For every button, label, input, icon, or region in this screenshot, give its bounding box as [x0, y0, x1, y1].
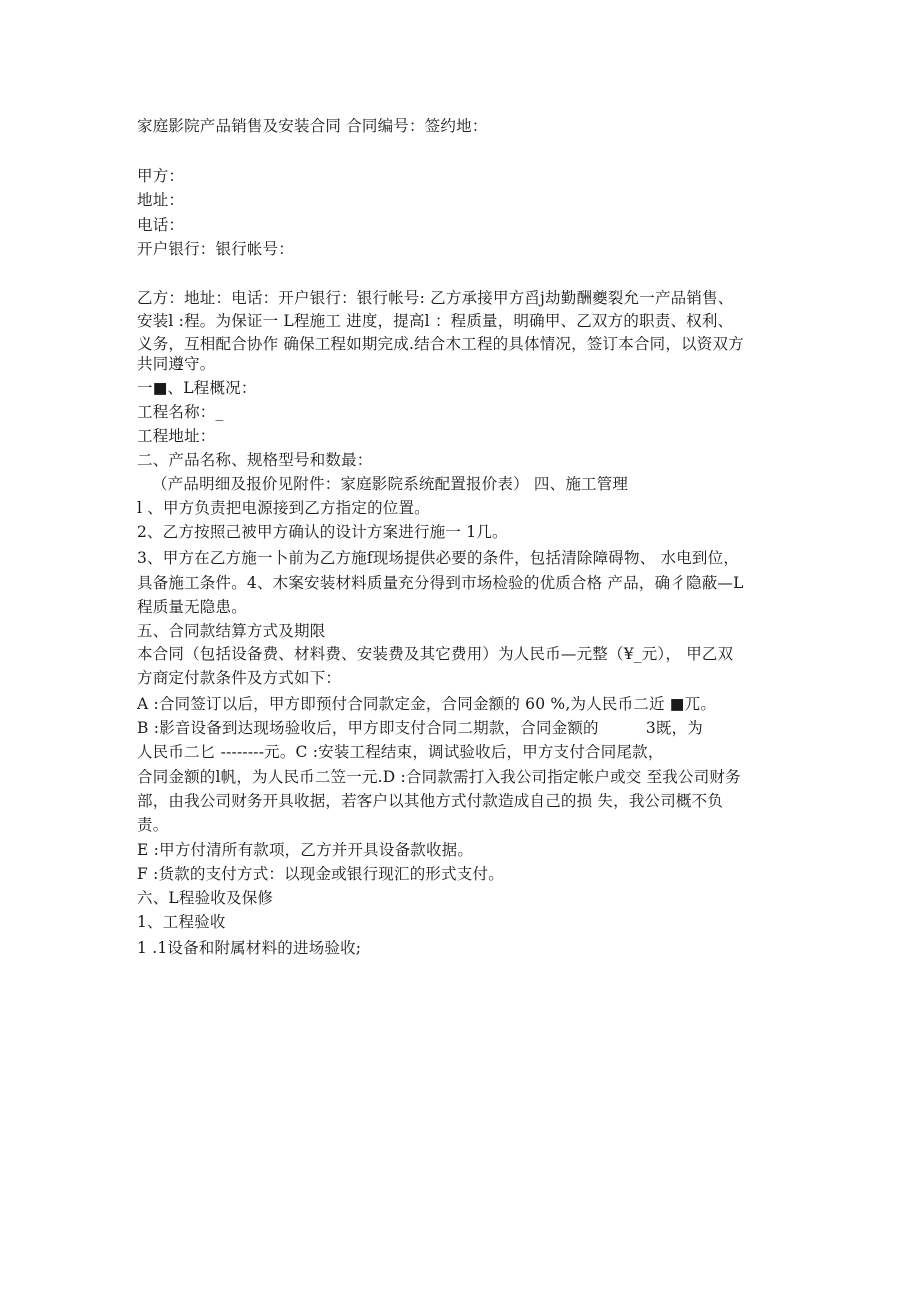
section-2-heading: 二、产品名称、规格型号和数最： — [137, 451, 373, 469]
party-a-phone: 电话： — [137, 216, 185, 234]
payment-clause-b-line-2: 人民币二匕 --------元。C :安装工程结束，调试验收后，甲方支付合同尾款， — [137, 743, 664, 761]
project-address-line: 工程地址： — [137, 427, 216, 445]
payment-clause-f: F :货款的支付方式：以现金或银行现汇的形式支付。 — [137, 865, 504, 883]
management-item-3-line-3: 程质量无隐患。 — [137, 598, 247, 616]
acceptance-subheading: 1、工程验收 — [137, 913, 226, 931]
section-5-heading: 五、合同款结算方式及期限 — [137, 622, 326, 640]
management-item-3-line-2: 具备施工条件。4、木案安装材料质量充分得到市场检验的优质合格 产品，确彳隐蔽—L — [137, 574, 744, 592]
payment-clause-b-line-1: B :影音设备到达现场验收后，甲方即支付合同二期款，合同金额的 3既，为 — [137, 719, 704, 737]
payment-clause-d-line-1: 部，由我公司财务开具收据，若客户以其他方式付款造成自己的损 失，我公司概不负 — [137, 792, 724, 810]
party-a-address: 地址： — [137, 191, 185, 209]
party-b-paragraph-line-2: 安装l :程。为保证一 L程施工 进度，提高l ：程质量，明确甲、乙双方的职责、权利、 — [137, 312, 734, 330]
party-b-paragraph-line-1: 乙方：地址：电话：开户银行：银行帐号: 乙方承接甲方舀j劫勤酬夔裂允一产品销售、 — [137, 289, 734, 307]
party-a-bank: 开户银行：银行帐号： — [137, 240, 295, 258]
section-1-heading: 一■、L程概况： — [137, 379, 257, 397]
document-title-line: 家庭影院产品销售及安装合同 合同编号：签约地： — [137, 117, 488, 135]
section-6-heading: 六、L程验收及保修 — [137, 889, 274, 907]
acceptance-item-1-1: 1 .1设备和附属材料的进场验收; — [137, 939, 362, 957]
party-a-label: 甲方： — [137, 167, 185, 185]
project-name-line: 工程名称：_ — [137, 403, 224, 421]
party-b-paragraph-line-4: 共同遵守。 — [137, 355, 216, 373]
product-detail-note: （产品明细及报价见附件：家庭影院系统配置报价表） 四、施工管理 — [152, 475, 629, 493]
payment-clause-e: E :甲方付清所有款项，乙方并开具设备款收据。 — [137, 841, 474, 859]
management-item-1: l 、甲方负责把电源接到乙方指定的位置。 — [137, 499, 430, 517]
payment-clause-a: A :合同签订以后，甲方即预付合同款定金，合同金额的 60 %,为人民币二近 ■兀。 — [137, 695, 717, 713]
management-item-3-line-1: 3、甲方在乙方施一卜前为乙方施f现场提供必要的条件，包括清除障碍物、 水电到位， — [137, 549, 740, 567]
payment-clause-d-line-2: 责。 — [137, 816, 169, 834]
payment-intro-line-1: 本合同（包括设备费、材料费、安装费及其它费用）为人民币—元整（¥_元）， 甲乙双 — [137, 645, 734, 663]
party-b-paragraph-line-3: 义务，互相配合协作 确保工程如期完成.结合木工程的具体情况，签订本合同，以资双方 — [137, 335, 744, 353]
payment-clause-c-line: 合同金额的l帆，为人民币二笠一元.D :合同款需打入我公司指定帐户或交 至我公司财务 — [137, 768, 741, 786]
payment-intro-line-2: 方商定付款条件及方式如下： — [137, 669, 342, 687]
management-item-2: 2、乙方按照己被甲方确认的设计方案进行施一 1几。 — [137, 523, 508, 541]
